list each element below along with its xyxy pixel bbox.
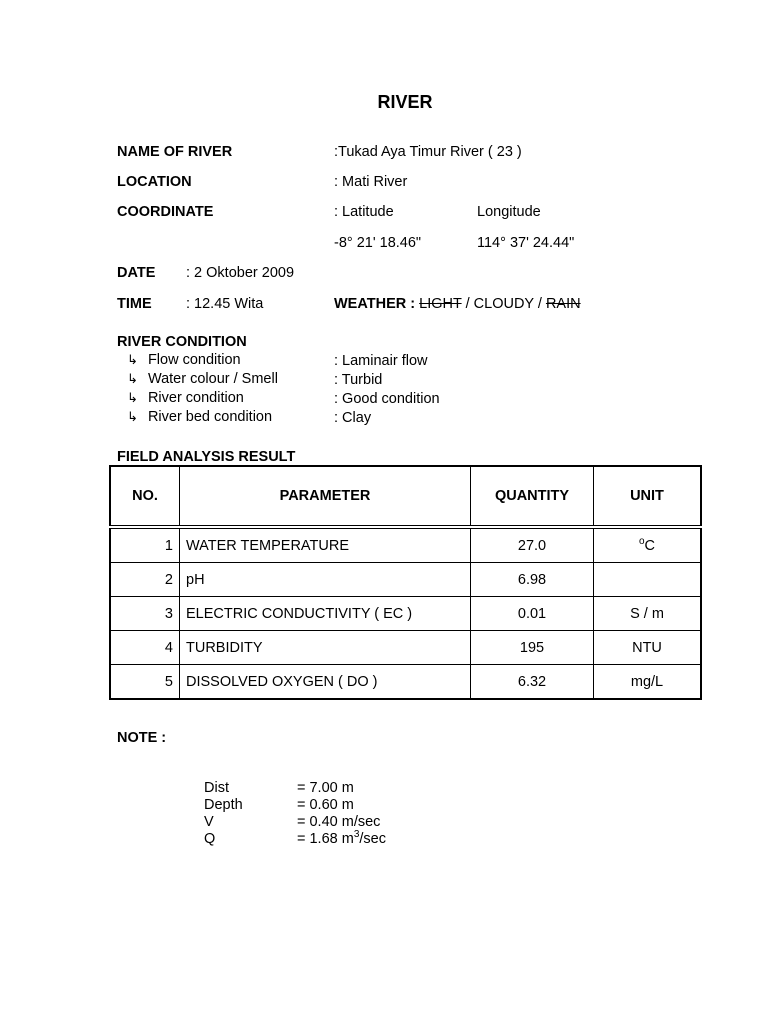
note-row — [204, 780, 386, 797]
note-value: = 0.40 m/sec — [297, 814, 381, 830]
weather-line — [334, 295, 581, 313]
note-value: = 0.60 m — [297, 797, 354, 813]
note-row — [204, 831, 386, 848]
unit-superscript: o — [638, 535, 645, 547]
note-key: Q — [204, 831, 216, 847]
table-row — [110, 597, 701, 631]
field-analysis-table — [109, 465, 702, 700]
weather-separator: / — [533, 296, 546, 312]
condition-value: : Laminair flow — [334, 353, 428, 369]
column-header-no: NO. — [110, 466, 180, 527]
condition-value: : Clay — [334, 410, 372, 426]
table-row — [110, 665, 701, 700]
weather-separator: / — [461, 296, 474, 312]
note-value-text: = 1.68 m — [297, 831, 354, 847]
location-label: LOCATION — [117, 174, 192, 190]
field-analysis-heading: FIELD ANALYSIS RESULT — [117, 449, 296, 465]
condition-item-colour — [127, 370, 278, 388]
row-quantity: 6.98 — [471, 563, 594, 597]
weather-option-cloudy: CLOUDY — [473, 296, 534, 312]
note-row — [204, 797, 386, 814]
note-value-suffix: /sec — [359, 831, 386, 847]
row-number: 2 — [110, 563, 180, 597]
note-measurements — [204, 780, 386, 848]
bullet-arrow-icon: ↳ — [127, 371, 138, 386]
date-value: : 2 Oktober 2009 — [186, 265, 295, 281]
longitude-value: 114° 37' 24.44" — [477, 235, 575, 251]
name-of-river-value: :Tukad Aya Timur River ( 23 ) — [334, 144, 522, 160]
table-row — [110, 563, 701, 597]
longitude-label: Longitude — [477, 204, 541, 220]
note-key: Dist — [204, 780, 229, 796]
row-unit: NTU — [594, 631, 702, 665]
row-number: 4 — [110, 631, 180, 665]
row-unit — [594, 563, 702, 597]
weather-option-light: LIGHT — [419, 296, 462, 312]
condition-label: Flow condition — [147, 352, 241, 368]
column-header-unit: UNIT — [594, 466, 702, 527]
note-superscript: 3 — [353, 829, 360, 841]
note-key: V — [204, 814, 214, 830]
page-title: RIVER — [377, 92, 433, 112]
bullet-arrow-icon: ↳ — [127, 409, 138, 424]
row-unit: mg/L — [594, 665, 702, 700]
time-label: TIME — [117, 296, 152, 312]
location-value: : Mati River — [334, 174, 408, 190]
note-value — [297, 831, 386, 848]
bullet-arrow-icon: ↳ — [127, 390, 138, 405]
row-unit — [594, 527, 702, 563]
weather-option-rain: RAIN — [545, 296, 581, 312]
note-key: Depth — [204, 797, 243, 813]
condition-value: : Turbid — [334, 372, 383, 388]
row-number: 5 — [110, 665, 180, 700]
time-value: : 12.45 Wita — [186, 296, 264, 312]
condition-label: River condition — [147, 390, 244, 406]
row-parameter: WATER TEMPERATURE — [180, 527, 471, 563]
column-header-parameter: PARAMETER — [180, 466, 471, 527]
bullet-arrow-icon: ↳ — [127, 352, 138, 367]
row-quantity: 6.32 — [471, 665, 594, 700]
table-row — [110, 631, 701, 665]
row-parameter: TURBIDITY — [180, 631, 471, 665]
table-header-row — [110, 466, 701, 527]
row-number: 3 — [110, 597, 180, 631]
row-parameter: ELECTRIC CONDUCTIVITY ( EC ) — [180, 597, 471, 631]
condition-label: River bed condition — [147, 409, 273, 425]
row-quantity: 0.01 — [471, 597, 594, 631]
row-parameter: pH — [180, 563, 471, 597]
condition-label: Water colour / Smell — [147, 371, 278, 387]
condition-item-flow — [127, 351, 241, 369]
condition-item-river — [127, 389, 244, 407]
note-value: = 7.00 m — [297, 780, 354, 796]
name-of-river-label: NAME OF RIVER — [117, 144, 233, 160]
unit-text: C — [644, 537, 656, 554]
weather-label: WEATHER : — [334, 296, 416, 312]
row-parameter: DISSOLVED OXYGEN ( DO ) — [180, 665, 471, 700]
latitude-value: -8° 21' 18.46" — [334, 235, 422, 251]
latitude-label: : Latitude — [334, 204, 394, 220]
table-row — [110, 527, 701, 563]
date-label: DATE — [117, 265, 156, 281]
row-unit: S / m — [594, 597, 702, 631]
note-heading: NOTE : — [117, 730, 167, 746]
condition-value: : Good condition — [334, 391, 440, 407]
river-condition-heading: RIVER CONDITION — [117, 334, 247, 350]
row-quantity: 195 — [471, 631, 594, 665]
row-number: 1 — [110, 527, 180, 563]
row-quantity: 27.0 — [471, 527, 594, 563]
coordinate-label: COORDINATE — [117, 204, 214, 220]
column-header-quantity: QUANTITY — [471, 466, 594, 527]
condition-item-bed — [127, 408, 272, 426]
